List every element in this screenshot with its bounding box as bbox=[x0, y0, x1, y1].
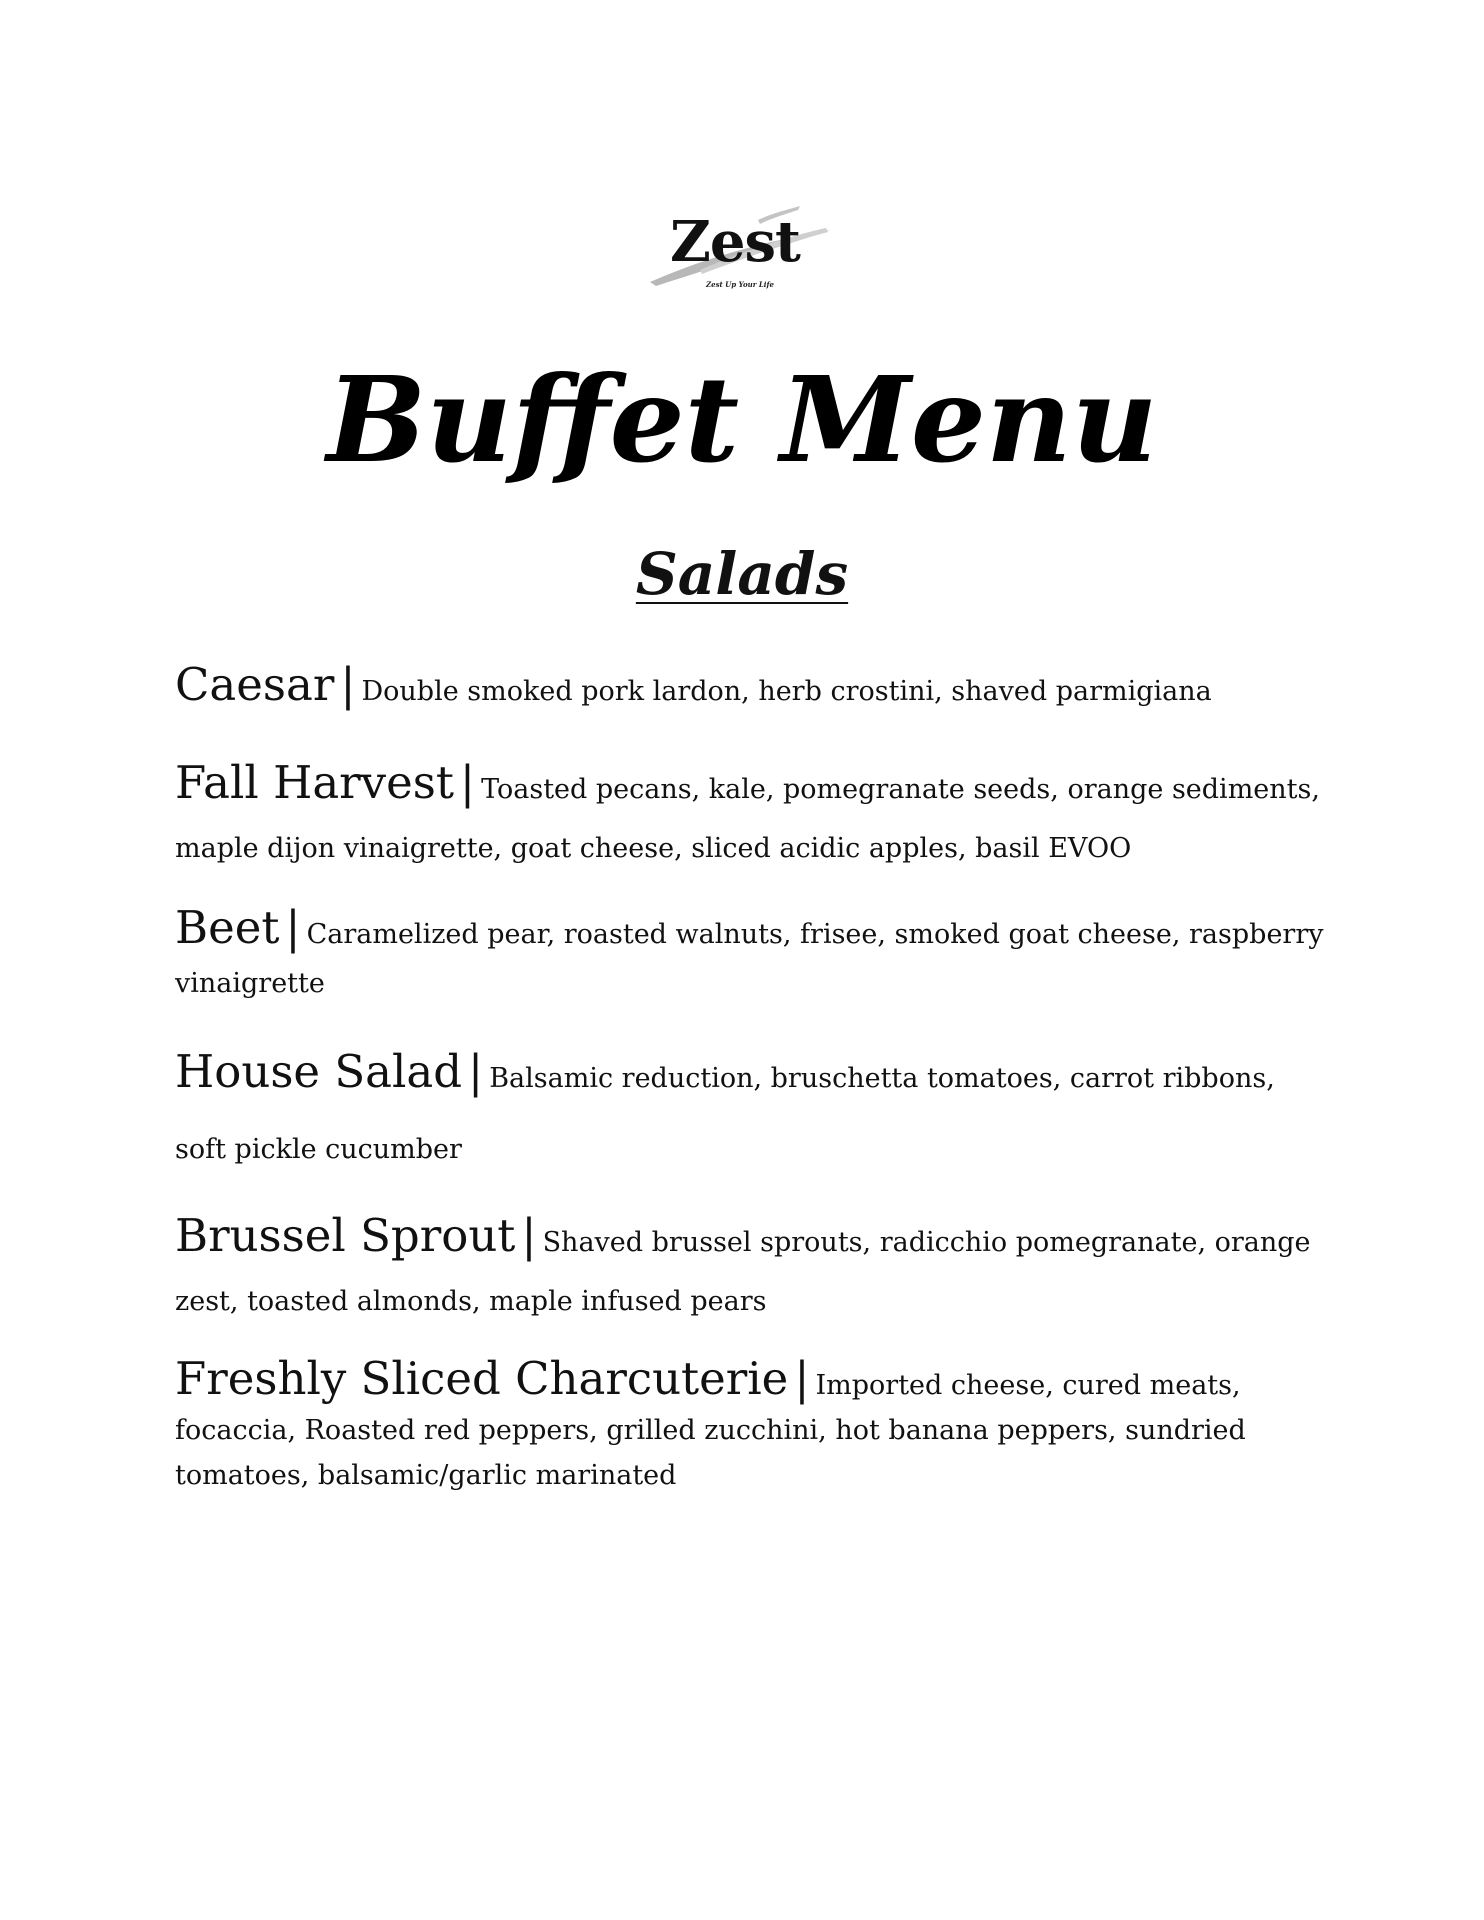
menu-item-separator: | bbox=[340, 658, 356, 711]
menu-item-freshly-sliced-charcuterie bbox=[175, 1352, 1325, 1500]
menu-item-description: Imported cheese, cured meats, focaccia, Roasted red peppers, grilled zucchini, hot banana peppers, sundried tomatoes, balsamic/garlic marinated bbox=[175, 1370, 1246, 1491]
menu-item-name: Caesar bbox=[175, 658, 335, 711]
menu-item-description: Shaved brussel sprouts, radicchio pomegranate, orange zest, toasted almonds, maple infused pears bbox=[175, 1227, 1311, 1317]
menu-item-separator: | bbox=[794, 1352, 810, 1405]
menu-item-separator: | bbox=[521, 1209, 537, 1262]
menu-item-brussel-sprout bbox=[175, 1208, 1325, 1333]
menu-item-separator: | bbox=[468, 1045, 484, 1098]
menu-item-house-salad bbox=[175, 1038, 1325, 1187]
logo bbox=[640, 200, 840, 300]
menu-item-fall-harvest bbox=[175, 755, 1325, 880]
menu-item-name: Fall Harvest bbox=[175, 756, 454, 809]
menu-item-name: Freshly Sliced Charcuterie bbox=[175, 1352, 789, 1405]
menu-item-description: Double smoked pork lardon, herb crostini, shaved parmigiana bbox=[361, 676, 1212, 707]
page-title: Buffet Menu bbox=[326, 350, 1158, 489]
section-title-salads: Salads bbox=[635, 540, 849, 608]
menu-item-description: Balsamic reduction, bruschetta tomatoes, carrot ribbons, soft pickle cucumber bbox=[175, 1063, 1275, 1165]
menu-item-name: Beet bbox=[175, 901, 280, 954]
menu-item-separator: | bbox=[459, 756, 476, 809]
menu-item-description: Toasted pecans, kale, pomegranate seeds, orange sediments, maple dijon vinaigrette, goat cheese, sliced acidic apples, basil EVOO bbox=[175, 774, 1320, 864]
menu-item-name: Brussel Sprout bbox=[175, 1209, 516, 1262]
menu-item-description: Caramelized pear, roasted walnuts, frisee, smoked goat cheese, raspberry vinaigrette bbox=[175, 919, 1324, 999]
menu-item-caesar bbox=[175, 655, 1325, 725]
logo-tagline: Zest Up Your Life bbox=[706, 280, 774, 289]
logo-wordmark: Zest bbox=[670, 209, 800, 275]
menu-item-separator: | bbox=[285, 901, 301, 954]
menu-item-name: House Salad bbox=[175, 1045, 463, 1098]
menu-item-beet bbox=[175, 901, 1325, 1010]
